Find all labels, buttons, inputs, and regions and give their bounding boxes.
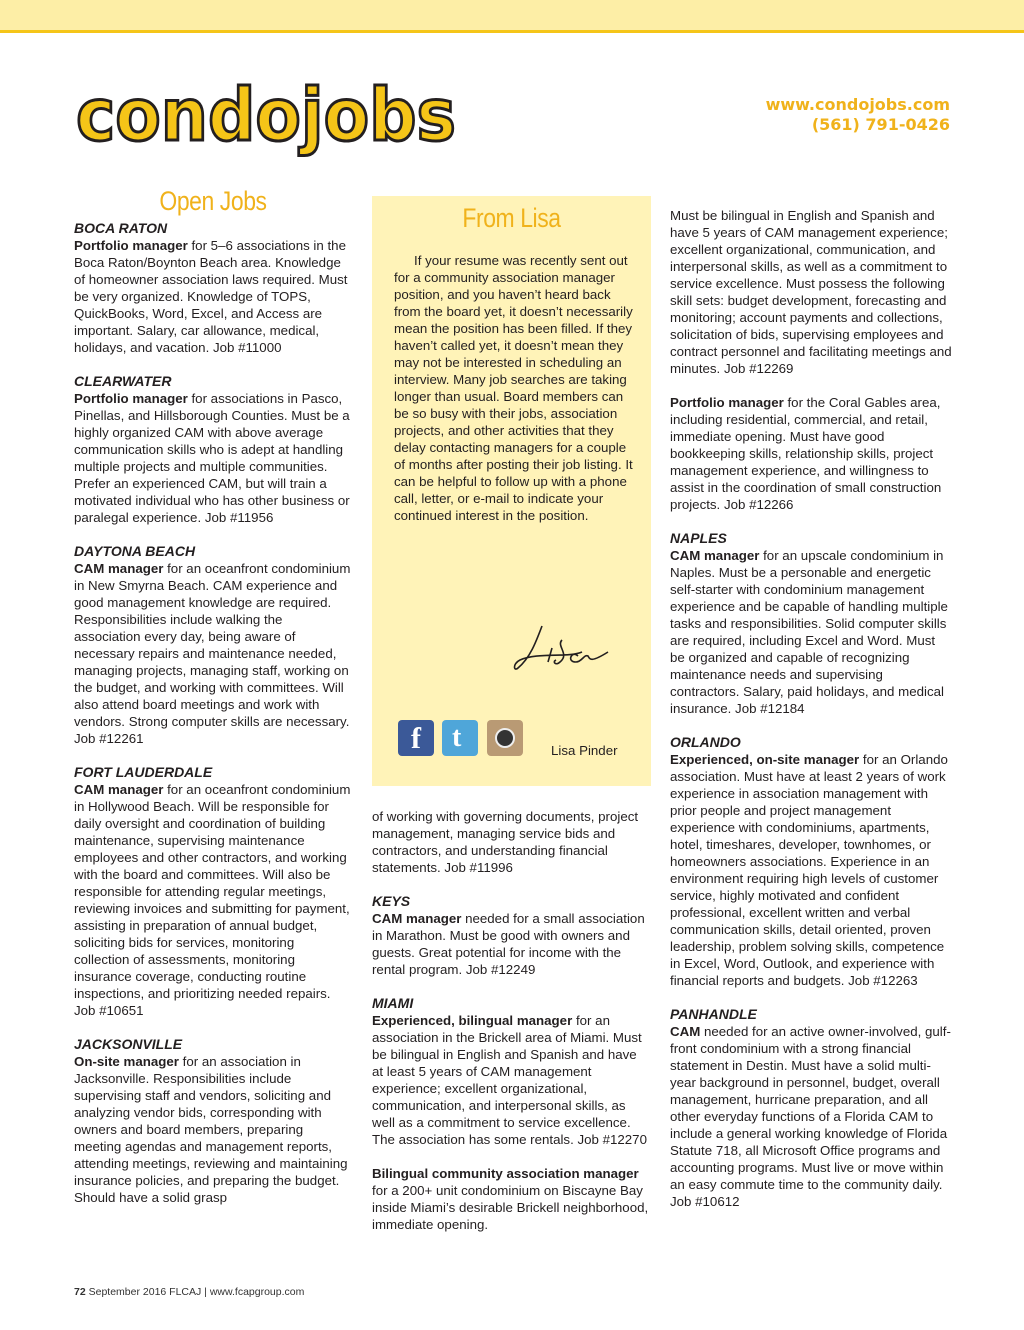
city-heading: BOCA RATON bbox=[74, 220, 168, 236]
job-jacksonville bbox=[74, 1036, 352, 1206]
column-middle bbox=[372, 808, 650, 1250]
job-role: CAM manager bbox=[372, 911, 462, 926]
job-role: Experienced, bilingual manager bbox=[372, 1013, 573, 1028]
column-open-jobs bbox=[74, 186, 352, 1223]
job-description: for the Coral Gables area, including residential, commercial, and retail, immediate opening. Must have good bookkeeping skills, relationship skills, project management experience, and willingness to assist in the coordination of small construction projects. Job #12266 bbox=[670, 395, 942, 512]
job-role: CAM manager bbox=[74, 782, 164, 797]
column-right bbox=[670, 207, 952, 1227]
job-keys bbox=[372, 893, 650, 978]
job-description: needed for a small association in Marathon. Must be good with owners and guests. Great potential for income with the rental program. Job #12249 bbox=[372, 911, 645, 977]
from-lisa-body bbox=[394, 252, 634, 524]
page-footer bbox=[74, 1286, 304, 1298]
job-description: for an upscale condominium in Naples. Must be a personable and energetic self-starter with condominium management experience and be capable of handling multiple tasks and responsibilities. Solid computer skills are required, including Excel and Word. Must be organized and capable of recognizing maintenance needs and supervising contractors. Salary, paid holidays, and medical insurance. Job #12184 bbox=[670, 548, 948, 716]
city-heading: KEYS bbox=[372, 893, 411, 909]
phone-number: (561) 791-0426 bbox=[811, 115, 950, 134]
city-heading: DAYTONA BEACH bbox=[74, 543, 196, 559]
from-lisa-heading: From Lisa bbox=[462, 203, 561, 233]
facebook-icon[interactable]: f bbox=[398, 720, 434, 756]
instagram-icon[interactable] bbox=[487, 720, 523, 756]
city-heading: MIAMI bbox=[372, 995, 414, 1011]
city-heading: FORT LAUDERDALE bbox=[74, 764, 213, 780]
job-orlando bbox=[670, 734, 952, 989]
job-fort-lauderdale bbox=[74, 764, 352, 1019]
job-role: CAM bbox=[670, 1024, 701, 1039]
job-description: for an association in the Brickell area of Miami. Must be bilingual in English and Spanish and have at least 5 years of CAM management experience; excellent organizational, communication, and interpersonal skills, as well as a commitment to service excellence. The association has some rentals. Job #12270 bbox=[372, 1013, 647, 1147]
website-link[interactable]: www.condojobs.com bbox=[765, 95, 950, 114]
logo-text: condojobs bbox=[76, 73, 456, 157]
job-description: for an association in Jacksonville. Responsibilities include supervising staff and vendors, soliciting and analyzing vendor bids, corresponding with owners and board members, preparing meeting agendas and management reports, attending meetings, reviewing and maintaining insurance policies, and preparing the budget. Should have a solid grasp bbox=[74, 1054, 348, 1205]
job-role: On-site manager bbox=[74, 1054, 179, 1069]
from-lisa-heading-wrap bbox=[372, 203, 651, 233]
job-role: CAM manager bbox=[670, 548, 760, 563]
job-description: of working with governing documents, project management, managing service bids and contractors, and understanding financial statements. Job #11996 bbox=[372, 809, 639, 875]
city-heading: NAPLES bbox=[670, 530, 727, 546]
job-description: needed for an active owner-involved, gulf-front condominium with a strong financial statement in Destin. Must have a solid multi-year background in personnel, budget, overall management, hurricane preparation, and all other everyday functions of a Florida CAM to include a general working knowledge of Florida Statute 718, all Microsoft Office programs and accounting programs. Must live or move within an easy commute time to the community daily. Job #10612 bbox=[670, 1024, 951, 1209]
job-daytona-beach bbox=[74, 543, 352, 747]
job-naples bbox=[670, 530, 952, 717]
condojobs-logo bbox=[72, 72, 462, 164]
footer-text: September 2016 FLCAJ | www.fcapgroup.com bbox=[88, 1286, 305, 1298]
from-lisa-paragraph: If your resume was recently sent out for a community association manager position, and you haven’t heard back from the board yet, it doesn’t necessarily mean the position has been filled. If they haven’t called yet, it doesn’t mean they may not be interested in scheduling an interview. Many job searches are taking longer than usual. Board members can be so busy with their jobs, association projects, and other activities that they delay contacting managers for a couple of months after posting their job listing. It can be helpful to follow up with a phone call, letter, or e-mail to indicate your continued interest in the position. bbox=[394, 253, 633, 523]
city-heading: ORLANDO bbox=[670, 734, 741, 750]
job-miami bbox=[372, 995, 650, 1148]
city-heading: CLEARWATER bbox=[74, 373, 172, 389]
contact-block bbox=[766, 95, 950, 135]
job-role: Experienced, on-site manager bbox=[670, 752, 860, 767]
job-role: Portfolio manager bbox=[74, 391, 188, 406]
job-description: for an oceanfront condominium in Hollywood Beach. Will be responsible for daily oversight and coordination of building maintenance, supervising maintenance employees and other contractors, and working with the board and committees. Will also be responsible for attending regular meetings, reviewing invoices and submitting for payment, assisting in preparation of annual budget, soliciting bids for services, monitoring collection of assessments, monitoring insurance coverage, conducting routine inspections, and prioritizing needed repairs. Job #10651 bbox=[74, 782, 351, 1018]
job-description: for an oceanfront condominium in New Smyrna Beach. CAM experience and good management knowledge are required. Responsibilities include walking the association every day, being aware of necessary repairs and maintenance needed, managing projects, managing staff, working on the budget, and working with committees. Will also attend board meetings and work with vendors. Strong computer skills are necessary. Job #12261 bbox=[74, 561, 351, 746]
job-panhandle bbox=[670, 1006, 952, 1210]
job-continuation bbox=[372, 808, 650, 876]
job-continuation bbox=[670, 207, 952, 377]
job-coral-gables bbox=[670, 394, 952, 513]
job-description: for associations in Pasco, Pinellas, and Hillsborough Counties. Must be a highly organized CAM with above average communication skills who is adept at handling multiple projects and multiple communities. Prefer an experienced CAM, but will train a motivated individual who has other business or paralegal experience. Job #11956 bbox=[74, 391, 350, 525]
job-description: for 5–6 associations in the Boca Raton/Boynton Beach area. Knowledge of homeowner association laws required. Must be very organized. Knowledge of TOPS, QuickBooks, Word, Excel, and Access are important. Salary, car allowance, medical, holidays, and vacation. Job #11000 bbox=[74, 238, 348, 355]
job-clearwater bbox=[74, 373, 352, 526]
job-description: for an Orlando association. Must have at least 2 years of work experience in association management with prior people and project management experience with condominiums, apartments, hotel, timeshares, developer, townhomes, or homeowners associations. Experience in an environment requiring high levels of customer service, highly motivated and confident professional, excellent written and verbal communication skills, detail oriented, proven leadership, problem solving skills, competence in Excel, Word, Outlook, and experience with financial reports and budgets. Job #12263 bbox=[670, 752, 948, 988]
job-role: Bilingual community association manager bbox=[372, 1166, 639, 1181]
job-role: Portfolio manager bbox=[670, 395, 784, 410]
job-description: for a 200+ unit condominium on Biscayne Bay inside Miami’s desirable Brickell neighborhood, immediate opening. bbox=[372, 1183, 649, 1232]
city-heading: JACKSONVILLE bbox=[74, 1036, 183, 1052]
author-name: Lisa Pinder bbox=[551, 743, 618, 758]
job-boca-raton bbox=[74, 220, 352, 356]
city-heading: PANHANDLE bbox=[670, 1006, 757, 1022]
page-number: 72 bbox=[74, 1286, 86, 1298]
job-role: Portfolio manager bbox=[74, 238, 188, 253]
twitter-icon[interactable]: t bbox=[442, 720, 478, 756]
job-description: Must be bilingual in English and Spanish and have 5 years of CAM management experience; excellent organizational, communication, and interpersonal skills, as well as a commitment to service excellence. Must possess the following skill sets: budget development, forecasting and monitoring; account payments and collections, solicitation of bids, supervising employees and contract personnel and facilitating meetings and minutes. Job #12269 bbox=[670, 208, 952, 376]
job-role: CAM manager bbox=[74, 561, 164, 576]
open-jobs-heading: Open Jobs bbox=[159, 186, 267, 216]
top-band bbox=[0, 0, 1024, 33]
job-miami-brickell bbox=[372, 1165, 650, 1233]
lisa-signature bbox=[508, 612, 628, 676]
